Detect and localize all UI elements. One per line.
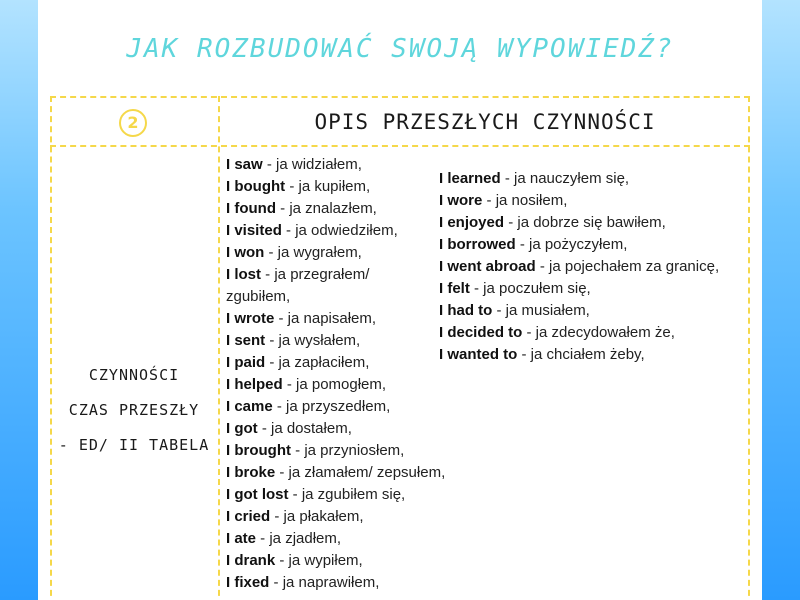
page-title: JAK ROZBUDOWAĆ SWOJĄ WYPOWIEDŹ?	[126, 34, 674, 64]
list-item	[439, 344, 719, 366]
english-verb: I lost	[226, 266, 262, 283]
polish-translation: - ja nosiłem,	[482, 192, 568, 209]
worksheet	[38, 0, 762, 600]
list-item	[226, 176, 445, 198]
list-item	[226, 154, 445, 176]
polish-translation: - ja musiałem,	[492, 302, 590, 319]
polish-translation: - ja wygrałem,	[264, 244, 362, 261]
list-item	[226, 440, 445, 462]
polish-translation: - ja dostałem,	[257, 420, 352, 437]
english-verb: I wrote	[226, 310, 275, 327]
english-verb: I learned	[439, 170, 501, 187]
polish-translation: - ja dobrze się bawiłem,	[504, 214, 666, 231]
list-item	[439, 168, 719, 190]
english-verb: I paid	[226, 354, 266, 371]
left-label-line3: - ED/ II TABELA	[58, 436, 210, 454]
polish-translation: - ja zapłaciłem,	[265, 354, 370, 371]
polish-translation: - ja widziałem,	[262, 156, 362, 173]
list-item	[226, 242, 445, 264]
list-item	[226, 396, 445, 418]
english-verb: I got	[226, 420, 258, 437]
list-item	[226, 506, 445, 528]
list-item	[439, 322, 719, 344]
polish-translation: - ja nauczyłem się,	[500, 170, 630, 187]
column-title: OPIS PRZESZŁYCH CZYNNOŚCI	[314, 110, 656, 134]
polish-translation: - ja kupiłem,	[285, 178, 371, 195]
english-verb: I brought	[226, 442, 291, 459]
list-item	[439, 234, 719, 256]
list-item	[439, 212, 719, 234]
left-label-line2: CZAS PRZESZŁY	[68, 401, 200, 419]
polish-translation: - ja przyniosłem,	[290, 442, 405, 459]
polish-translation: - ja przegrałem/	[261, 266, 370, 283]
section-number-badge: 2	[119, 109, 147, 137]
english-verb: I wore	[439, 192, 483, 209]
english-verb: I got lost	[226, 486, 289, 503]
polish-translation: - ja przyszedłem,	[272, 398, 391, 415]
polish-translation: - ja pomogłem,	[282, 376, 387, 393]
list-item	[226, 418, 445, 440]
polish-translation: - ja odwiedziłem,	[281, 222, 398, 239]
list-item	[439, 256, 719, 278]
english-verb: I broke	[226, 464, 276, 481]
list-item	[226, 572, 445, 594]
list-item	[226, 308, 445, 330]
english-verb: I had to	[439, 302, 493, 319]
table-column-divider	[218, 96, 220, 600]
english-verb: I enjoyed	[439, 214, 505, 231]
english-verb: I came	[226, 398, 273, 415]
english-verb: I drank	[226, 552, 276, 569]
polish-translation: - ja pożyczyłem,	[515, 236, 628, 253]
list-item	[226, 528, 445, 550]
polish-translation: - ja płakałem,	[270, 508, 364, 525]
list-item	[439, 300, 719, 322]
english-verb: I went abroad	[439, 258, 536, 275]
list-item	[226, 264, 445, 286]
left-label-line1: CZYNNOŚCI	[88, 366, 180, 384]
english-verb: I bought	[226, 178, 286, 195]
polish-translation: - ja znalazłem,	[275, 200, 377, 217]
list-item	[226, 374, 445, 396]
list-item	[226, 352, 445, 374]
polish-translation: - ja wypiłem,	[275, 552, 363, 569]
table-border-left	[50, 96, 52, 600]
polish-translation: - ja wysłałem,	[265, 332, 361, 349]
english-verb: I decided to	[439, 324, 523, 341]
english-verb: I cried	[226, 508, 271, 525]
english-verb: I fixed	[226, 574, 270, 591]
list-item	[226, 550, 445, 572]
table-border-top	[50, 96, 750, 98]
verb-list-right	[439, 168, 719, 366]
list-item	[439, 190, 719, 212]
list-item	[226, 330, 445, 352]
english-verb: I found	[226, 200, 276, 217]
english-verb: I ate	[226, 530, 257, 547]
polish-translation: - ja zdecydowałem że,	[522, 324, 675, 341]
list-item	[226, 484, 445, 506]
table-header-divider	[50, 145, 750, 147]
english-verb: I saw	[226, 156, 263, 173]
polish-translation: zgubiłem,	[226, 288, 291, 305]
english-verb: I sent	[226, 332, 266, 349]
polish-translation: - ja zjadłem,	[256, 530, 342, 547]
polish-translation: - ja chciałem żeby,	[517, 346, 645, 363]
polish-translation: - ja złamałem/ zepsułem,	[275, 464, 446, 481]
list-item	[226, 286, 445, 308]
list-item	[226, 220, 445, 242]
polish-translation: - ja naprawiłem,	[269, 574, 380, 591]
english-verb: I borrowed	[439, 236, 516, 253]
list-item	[226, 198, 445, 220]
list-item	[439, 278, 719, 300]
polish-translation: - ja zgubiłem się,	[288, 486, 406, 503]
verb-list-left	[226, 154, 445, 594]
polish-translation: - ja poczułem się,	[469, 280, 591, 297]
english-verb: I won	[226, 244, 265, 261]
polish-translation: - ja napisałem,	[274, 310, 377, 327]
english-verb: I visited	[226, 222, 282, 239]
list-item	[226, 462, 445, 484]
english-verb: I helped	[226, 376, 283, 393]
english-verb: I wanted to	[439, 346, 518, 363]
english-verb: I felt	[439, 280, 470, 297]
table-border-right	[748, 96, 750, 600]
polish-translation: - ja pojechałem za granicę,	[535, 258, 720, 275]
